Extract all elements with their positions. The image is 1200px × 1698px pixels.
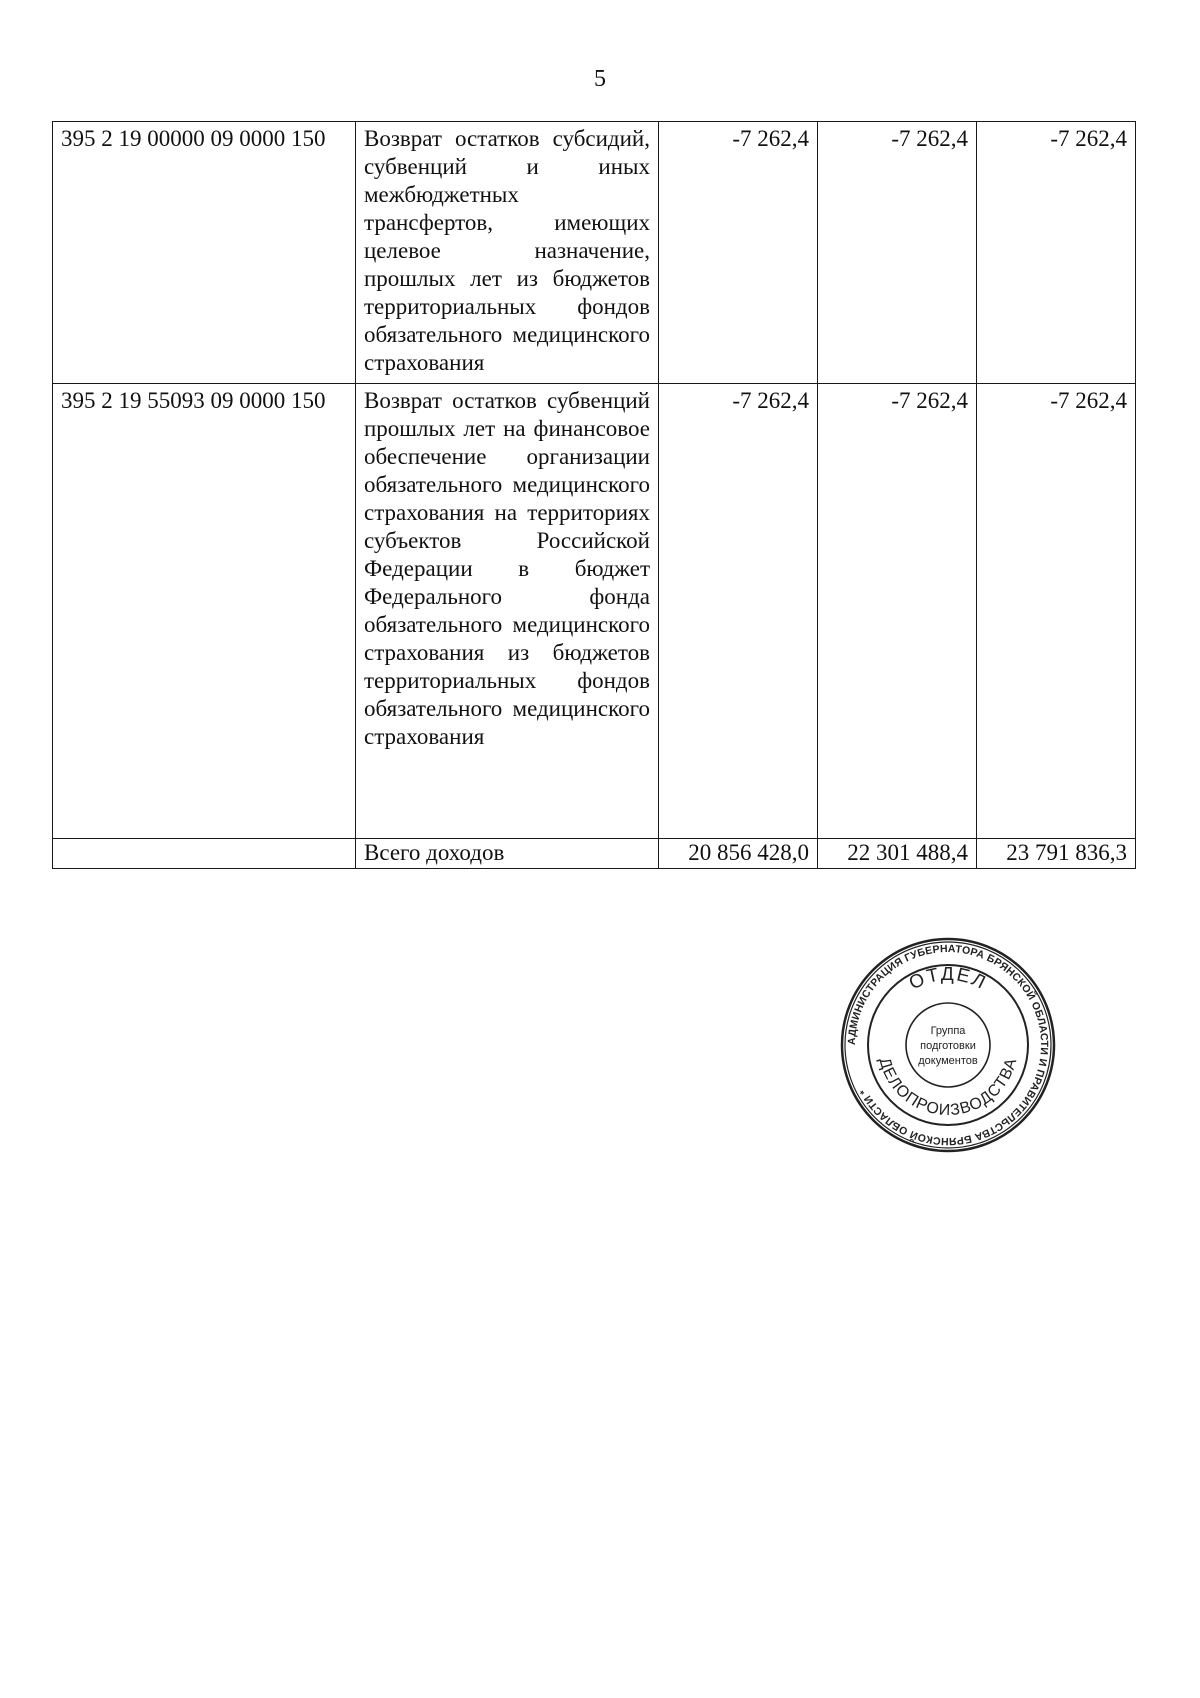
official-stamp: [838, 935, 1058, 1155]
description-cell: Возврат остатков субвенций прошлых лет на финансовое обеспечение организации обязательного медицинского страхования на территориях субъектов Российской Федерации в бюджет Федерального фонда обязательного медицинского страхования из бюджетов территориальных фондов обязательного медицинского страхования: [356, 384, 659, 839]
stamp-center-line: подготовки: [920, 1040, 976, 1052]
total-year-3-cell: 23 791 836,3: [977, 839, 1136, 869]
total-year-2-cell: 22 301 488,4: [818, 839, 977, 869]
total-label-cell: Всего доходов: [356, 839, 659, 869]
svg-text:ОТДЕЛ: [906, 964, 990, 994]
budget-code-cell: 395 2 19 55093 09 0000 150: [53, 384, 356, 839]
total-code-cell: [53, 839, 356, 869]
description-cell: Возврат остатков субсидий, субвенций и иных межбюджетных трансфертов, имеющих целевое назначение, прошлых лет из бюджетов территориальных фондов обязательного медицинского страхования: [356, 122, 659, 384]
value-year-3-cell: -7 262,4: [977, 122, 1136, 384]
stamp-seal: [838, 935, 1058, 1155]
page-number: 5: [594, 66, 606, 92]
table-row: [53, 384, 1136, 839]
stamp-outer-text: АДМИНИСТРАЦИЯ ГУБЕРНАТОРА БРЯНСКОЙ ОБЛАСТИ И ПРАВИТЕЛЬСТВА БРЯНСКОЙ ОБЛАСТИ *: [845, 942, 1051, 1148]
table-row: [53, 122, 1136, 384]
total-year-1-cell: 20 856 428,0: [659, 839, 818, 869]
stamp-center-line: документов: [918, 1055, 978, 1067]
stamp-inner-top-text: ОТДЕЛ: [906, 963, 991, 995]
value-year-2-cell: -7 262,4: [818, 122, 977, 384]
revenue-table: [52, 121, 1136, 869]
value-year-2-cell: -7 262,4: [818, 384, 977, 839]
stamp-inner-bottom-text: ДЕЛОПРОИЗВОДСТВА: [875, 1055, 1021, 1120]
stamp-center-line: Группа: [930, 1025, 966, 1037]
total-row: [53, 839, 1136, 869]
value-year-3-cell: -7 262,4: [977, 384, 1136, 839]
value-year-1-cell: -7 262,4: [659, 122, 818, 384]
budget-code-cell: 395 2 19 00000 09 0000 150: [53, 122, 356, 384]
value-year-1-cell: -7 262,4: [659, 384, 818, 839]
